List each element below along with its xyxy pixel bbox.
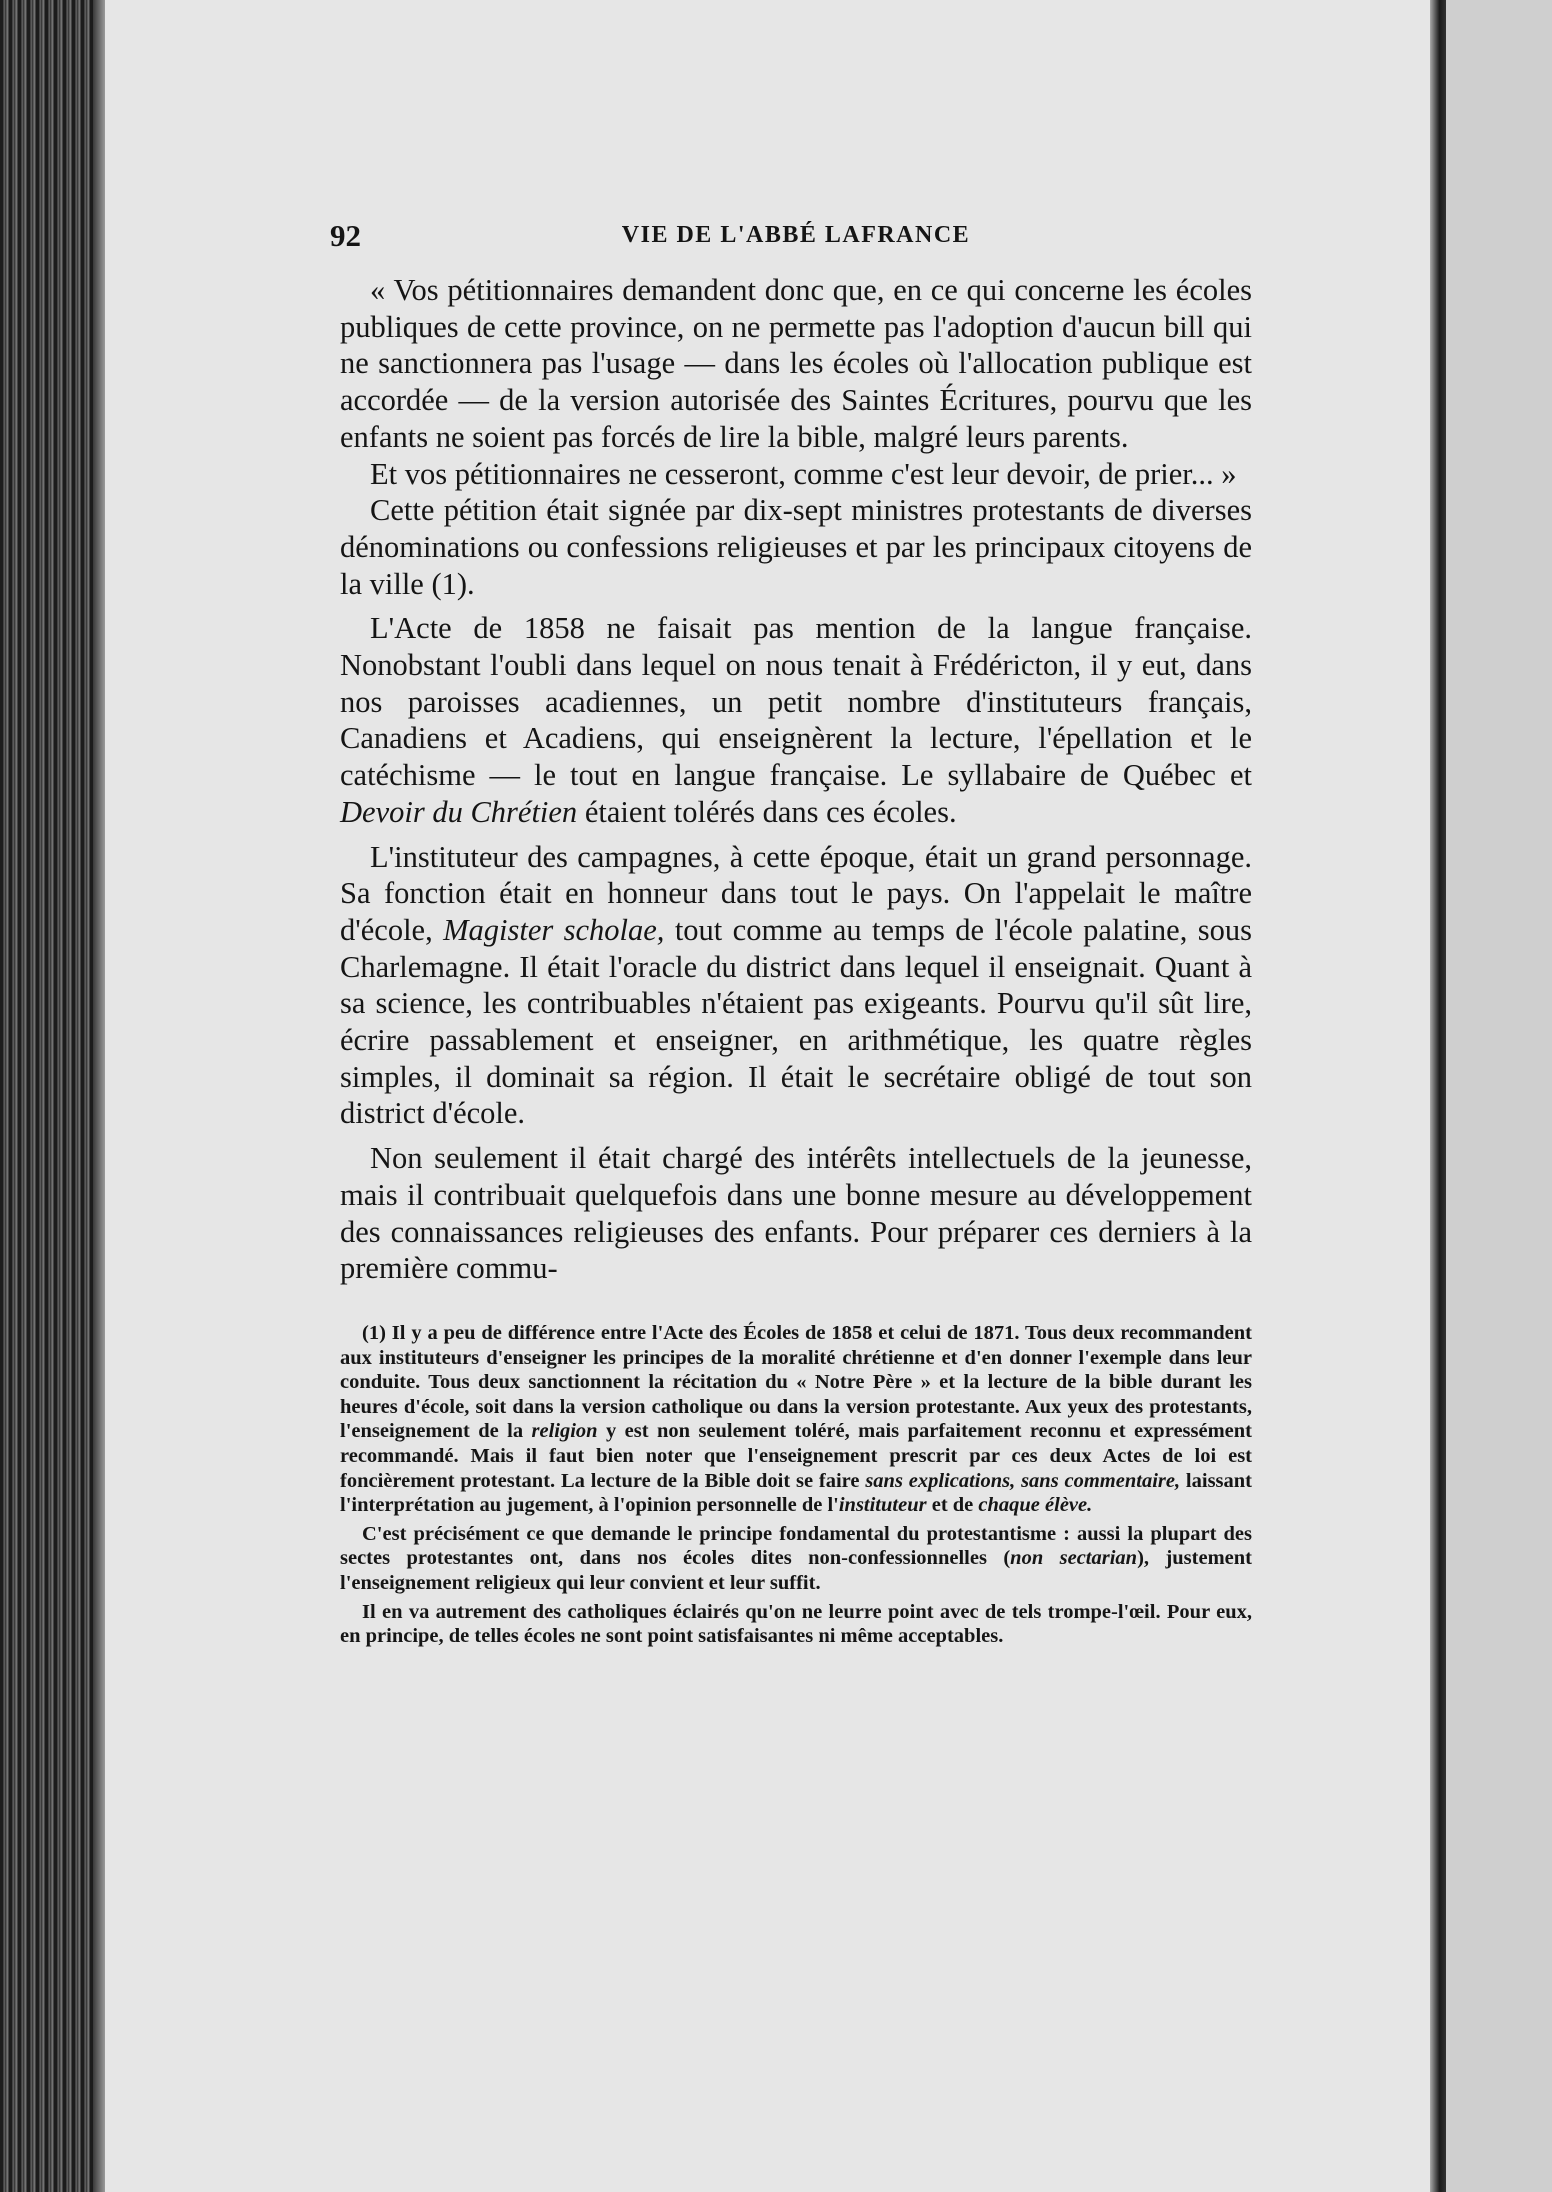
footnote-text: Il en va autrement des catholiques éclairés qu'on ne leurre point avec de tels trompe-l'œil. Pour eux, en principe, de telles écoles ne sont point satisfaisantes ni même acceptables. <box>340 1600 1252 1648</box>
paragraph-text: « Vos pétitionnaires demandent donc que, en ce qui concerne les écoles publiques de cette province, on ne permette pas l'adoption d'aucun bill qui ne sanctionnera pas l'usage — dans les écoles où l'allocation publique est accordée — de la version autorisée des Saintes Écritures, pourvu que les enfants ne soient pas forcés de lire la bible, malgré leurs parents. <box>340 273 1252 454</box>
italic-phrase: sans explications, sans commentaire, <box>865 1469 1181 1492</box>
paragraph-text: étaient tolérés dans ces écoles. <box>577 794 957 829</box>
book-page-edges <box>0 0 105 2192</box>
footnotes <box>340 1321 1252 1649</box>
italic-title: Devoir du Chrétien <box>340 794 578 829</box>
footnote-text: (1) Il y a peu de différence entre l'Acte des Écoles de 1858 et celui de 1871. Tous deux recommandent aux instituteurs d'enseigner les principes de la moralité chrétienne et d'en donner l'exemple dans leur conduite. Tous deux sanctionnent la récitation du « Notre Père » et la lecture de la bible durant les heures d'école, soit dans la version catholique ou dans la version protestante. Aux yeux des protestants, l'enseignement de la <box>340 1321 1252 1443</box>
footnote-text: laissant l'interprétation au jugement, à l'opinion personnelle de l' <box>340 1469 1252 1517</box>
paragraph <box>340 272 1252 456</box>
paragraph-text: Cette pétition était signée par dix-sept ministres protestants de diverses dénominations ou confessions religieuses et par les principaux citoyens de la ville (1). <box>340 493 1252 601</box>
running-title: VIE DE L'ABBÉ LAFRANCE <box>621 222 971 248</box>
italic-phrase: non sectarian <box>1010 1547 1138 1570</box>
italic-phrase: chaque élève. <box>978 1494 1093 1517</box>
paragraph-text: tout comme au temps de l'école palatine, sous Charlemagne. Il était l'oracle du district dans lequel il enseignait. Quant à sa science, les contribuables n'étaient pas exigeants. Pourvu qu'il sût lire, écrire passablement et enseigner, en arithmétique, les quatre règles simples, il dominait sa région. Il était le secrétaire obligé de tout son district d'école. <box>340 912 1252 1131</box>
page-header <box>330 210 1252 266</box>
italic-phrase: Magister scholae, <box>443 912 665 947</box>
paragraph <box>340 610 1252 830</box>
paragraph-text: Et vos pétitionnaires ne cesseront, comme c'est leur devoir, de prier... » <box>370 456 1237 491</box>
footnote <box>340 1522 1252 1596</box>
footnote <box>340 1600 1252 1649</box>
paragraph-text: L'instituteur des campagnes, à cette époque, était un grand personnage. Sa fonction était en honneur dans tout le pays. On l'appelait le maître d'école, <box>340 839 1252 947</box>
paragraph <box>340 1140 1252 1287</box>
paragraph <box>340 456 1252 493</box>
footnote-text: y est non seulement toléré, mais parfaitement reconnu et expressément recommandé. Mais il faut bien noter que l'enseignement prescrit par ces deux Actes de loi est foncièrement protestant. La lecture de la Bible doit se faire <box>340 1420 1252 1492</box>
page-content <box>330 210 1252 1649</box>
paragraph <box>340 839 1252 1133</box>
footnote <box>340 1321 1252 1518</box>
footnote-text: ), justement l'enseignement religieux qui leur convient et leur suffit. <box>340 1547 1252 1594</box>
book-gutter <box>1430 0 1446 2192</box>
page-number: 92 <box>330 218 361 253</box>
footnote-text: et de <box>926 1494 979 1517</box>
paragraph <box>340 492 1252 602</box>
italic-phrase: religion <box>531 1420 598 1443</box>
paragraph-text: L'Acte de 1858 ne faisait pas mention de la langue française. Nonobstant l'oubli dans lequel on nous tenait à Frédéricton, il y eut, dans nos paroisses acadiennes, un petit nombre d'instituteurs français, Canadiens et Acadiens, qui enseignèrent la lecture, l'épellation et le catéchisme — le tout en langue française. Le syllabaire de Québec et <box>340 611 1252 793</box>
footnote-text: C'est précisément ce que demande le principe fondamental du protestantisme : aussi la plupart des sectes protestantes ont, dans nos écoles dites non-confessionnelles ( <box>340 1522 1252 1570</box>
facing-page <box>1446 0 1552 2192</box>
paragraph-text: Non seulement il était chargé des intérêts intellectuels de la jeunesse, mais il contribuait quelquefois dans une bonne mesure au développement des connaissances religieuses des enfants. Pour préparer ces derniers à la première commu- <box>340 1141 1252 1286</box>
italic-phrase: instituteur <box>838 1494 927 1517</box>
body-text <box>340 272 1252 1287</box>
